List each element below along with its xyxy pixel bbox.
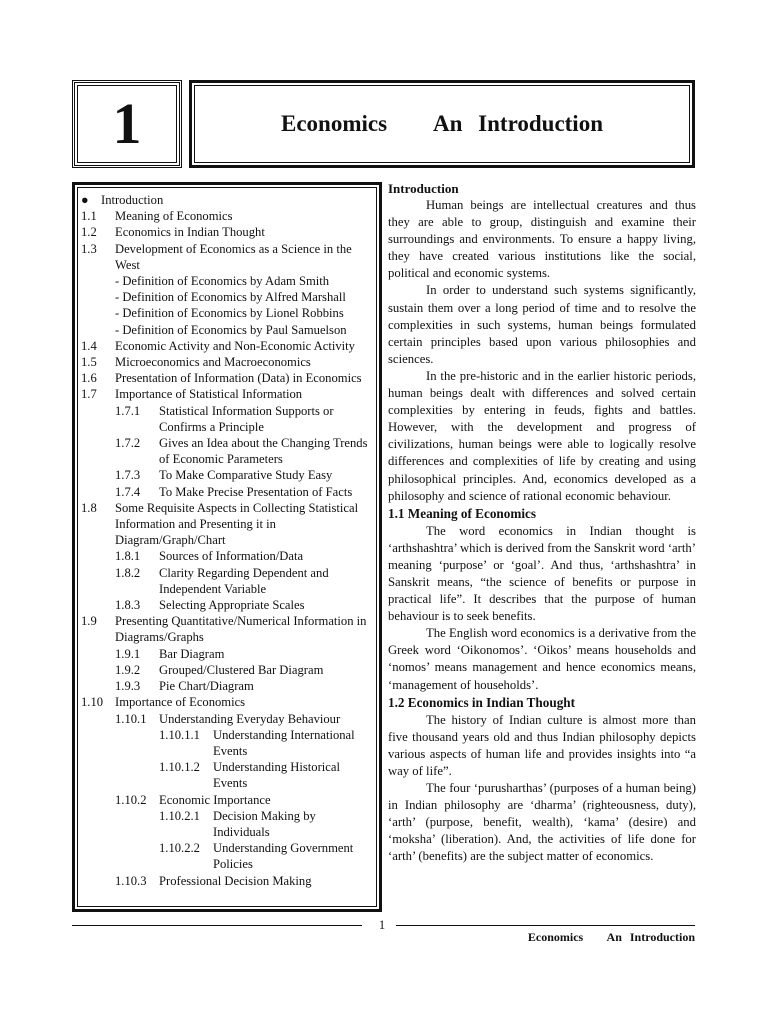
toc-entry-title: Understanding International Events [213, 727, 355, 758]
toc-entry-number: 1.8.3 [115, 598, 141, 613]
toc-entry [81, 808, 375, 840]
footer-rule-right [396, 925, 695, 926]
toc-entry-number: 1.8.1 [115, 549, 141, 564]
toc-entry [81, 305, 375, 321]
paragraph: The four ‘purusharthas’ (purposes of a human being) in Indian philosophy are ‘dharma’ (righteousness, duty), ‘arth’ (purpose, benefit, wealth), ‘kama’ (desire) and ‘moksha’ (liberation). And, the activities of life done for ‘arth’ (benefits) are the subject matter of economics. [388, 781, 696, 864]
toc-entry-title: Economic Activity and Non-Economic Activity [115, 338, 355, 353]
footer-rule-left [72, 925, 362, 926]
toc-entry-title: Economic Importance [159, 792, 271, 807]
toc-entry [81, 646, 375, 662]
toc-entry [81, 435, 375, 467]
toc-entry-title: Selecting Appropriate Scales [159, 598, 305, 613]
toc-entry [81, 370, 375, 386]
chapter-title: Economics An Introduction [280, 111, 603, 136]
toc-entry-title: Gives an Idea about the Changing Trends of Economic Parameters [159, 436, 368, 467]
chapter-number-box [72, 80, 182, 168]
toc-entry-number: 1.10.2.2 [159, 841, 200, 856]
toc-entry-number: 1.10.2.1 [159, 808, 200, 823]
toc-entry-title: Clarity Regarding Dependent and Independent Variable [159, 565, 329, 596]
toc-entry-number: ● [81, 193, 89, 207]
toc-entry-number: 1.3 [81, 241, 97, 256]
paragraph: The English word economics is a derivative from the Greek word ‘Oikonomos’. ‘Oikos’ means households and ‘nomos’ means management and hence economics means, ‘management of households’. [388, 626, 696, 692]
toc-entry-title: Introduction [101, 193, 164, 207]
toc-entry [81, 192, 375, 208]
section-heading-1-2: 1.2 Economics in Indian Thought [388, 694, 576, 710]
toc-entry-number: 1.9 [81, 614, 97, 629]
toc-entry [81, 840, 375, 872]
running-title: Economics An Introduction [527, 930, 695, 944]
toc-entry-number: 1.10.1.1 [159, 727, 200, 742]
toc-entry [81, 873, 375, 889]
toc-entry-number: 1.10.1 [115, 711, 147, 726]
toc-entry [81, 224, 375, 240]
toc-entry-title: - Definition of Economics by Paul Samuelson [115, 322, 347, 337]
toc-entry [81, 354, 375, 370]
toc-entry-title: To Make Precise Presentation of Facts [159, 484, 353, 499]
toc-entry [81, 597, 375, 613]
paragraph: The word economics in Indian thought is ‘arthshashtra’ which is derived from the Sanskrit word ‘arth’ meaning ‘purpose’ or ‘goal’. And thus, ‘arthshashtra’ in Sanskrit means, “the science of benefits or purpose in practical life”. It describes that the purpose of human behaviour is to seek benefits. [388, 523, 696, 624]
main-text [388, 180, 696, 865]
toc-entry [81, 273, 375, 289]
toc-entry [81, 565, 375, 597]
toc-entry-number: 1.10.2 [115, 792, 147, 807]
toc-entry-title: Sources of Information/Data [159, 549, 304, 564]
toc-entry-title: Pie Chart/Diagram [159, 679, 254, 694]
toc-entry-title: Professional Decision Making [159, 873, 312, 888]
toc-entry-title: Microeconomics and Macroeconomics [115, 355, 311, 370]
toc-entry [81, 662, 375, 678]
toc-entry-number: 1.8 [81, 500, 97, 515]
section-heading-introduction: Introduction [388, 181, 459, 196]
toc-entry-title: Importance of Statistical Information [115, 387, 303, 402]
toc-entry-number: 1.7 [81, 387, 97, 402]
toc-entry [81, 678, 375, 694]
toc-entry [81, 484, 375, 500]
toc-entry-title: Bar Diagram [159, 646, 225, 661]
toc-entry-title: Presentation of Information (Data) in Economics [115, 371, 362, 386]
paragraph: The history of Indian culture is almost more than five thousand years old and thus Indian philosophy depicts various aspects of human life and provides insights into “a way of life”. [388, 712, 696, 778]
toc-entry-number: 1.8.2 [115, 565, 141, 580]
chapter-title-box [189, 80, 695, 168]
toc-entry-title: Grouped/Clustered Bar Diagram [159, 662, 324, 677]
toc-entry-number: 1.9.3 [115, 679, 141, 694]
paragraph: Human beings are intellectual creatures and thus they are able to group, distinguish and examine their surroundings and environments. To ensure a happy living, they have created various institutions like the social, political and economic systems. [388, 198, 696, 281]
toc-entry-title: Development of Economics as a Science in the West [115, 241, 352, 272]
toc-entry [81, 386, 375, 402]
table-of-contents [72, 182, 382, 912]
toc-entry [81, 727, 375, 759]
toc-entry-number: 1.7.4 [115, 484, 141, 499]
toc-entry [81, 403, 375, 435]
toc-entry-title: Understanding Historical Events [213, 760, 340, 791]
toc-entry [81, 289, 375, 305]
toc-entry [81, 759, 375, 791]
toc-entry-number: 1.7.2 [115, 436, 141, 451]
toc-entry [81, 548, 375, 564]
toc-entry-title: Understanding Government Policies [213, 841, 354, 872]
toc-entry-title: - Definition of Economics by Alfred Marshall [115, 290, 346, 305]
toc-entry [81, 241, 375, 273]
toc-entry-title: To Make Comparative Study Easy [159, 468, 333, 483]
toc-entry-number: 1.10.1.2 [159, 760, 200, 775]
toc-entry [81, 792, 375, 808]
toc-entry-title: Statistical Information Supports or Confirms a Principle [159, 403, 334, 434]
toc-entry [81, 711, 375, 727]
chapter-number: 1 [112, 91, 142, 156]
toc-entry-number: 1.5 [81, 355, 97, 370]
toc-entry-title: Economics in Indian Thought [115, 225, 265, 240]
toc-entry-title: - Definition of Economics by Adam Smith [115, 274, 330, 289]
toc-entry [81, 322, 375, 338]
toc-entry-number: 1.1 [81, 209, 97, 224]
toc-entry-title: Presenting Quantitative/Numerical Information in Diagrams/Graphs [115, 614, 367, 645]
toc-entry-title: Decision Making by Individuals [213, 808, 316, 839]
toc-entry-number: 1.10.3 [115, 873, 147, 888]
toc-entry-number: 1.7.3 [115, 468, 141, 483]
toc-entry-number: 1.6 [81, 371, 97, 386]
toc-entry-title: - Definition of Economics by Lionel Robbins [115, 306, 344, 321]
toc-entry [81, 338, 375, 354]
toc-entry [81, 467, 375, 483]
toc-entry-title: Importance of Economics [115, 695, 246, 710]
toc-entry-title: Some Requisite Aspects in Collecting Statistical Information and Presenting it in Diagram/Graph/Chart [115, 500, 359, 548]
toc-entry [81, 208, 375, 224]
toc-entry [81, 694, 375, 710]
toc-entry-number: 1.10 [81, 695, 104, 710]
toc-entry-number: 1.9.2 [115, 662, 141, 677]
toc-entry [81, 500, 375, 549]
toc-entry [81, 613, 375, 645]
toc-entry-number: 1.9.1 [115, 646, 141, 661]
section-heading-1-1: 1.1 Meaning of Economics [388, 505, 536, 521]
toc-entry-title: Meaning of Economics [115, 209, 233, 224]
page-number: 1 [378, 918, 386, 932]
toc-entry-title: Understanding Everyday Behaviour [159, 711, 341, 726]
toc-entry-number: 1.4 [81, 338, 97, 353]
toc-entry-number: 1.2 [81, 225, 97, 240]
paragraph: In order to understand such systems significantly, sustain them over a long period of time and to resolve the complexities in such systems, human beings formulated certain principles based upon various philosophies and sciences. [388, 283, 696, 366]
paragraph: In the pre-historic and in the earlier historic periods, human beings dealt with differences and solved certain complexities by entering in feuds, fights and battles. However, with the development and progress of civilizations, human beings were able to logically resolve differences and complexities of life by creating and using philosophical principles. And, economics developed as a philosophy and science of rational economic behaviour. [388, 368, 696, 503]
toc-entry-number: 1.7.1 [115, 403, 141, 418]
